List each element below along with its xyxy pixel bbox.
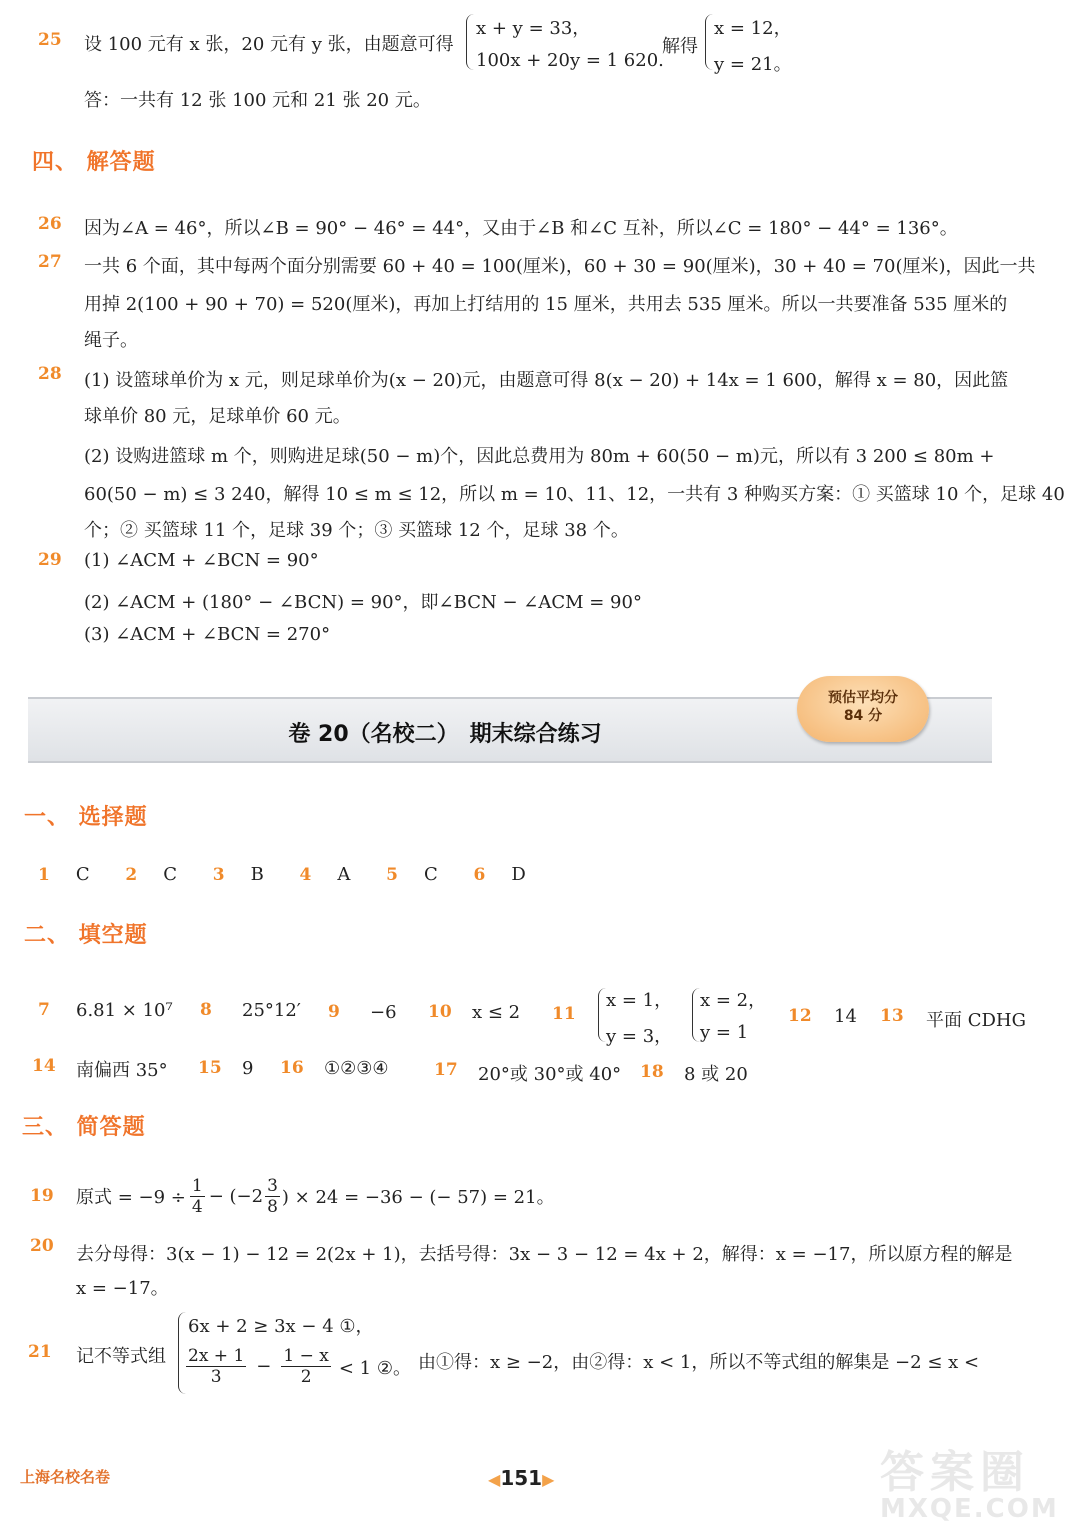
mc-answer: C bbox=[423, 864, 438, 885]
q26-text: 因为∠A = 46°，所以∠B = 90° − 46° = 44°，又由于∠B 和∠C 互补，所以∠C = 180° − 44° = 136°。 bbox=[84, 218, 958, 239]
section-heading-fill: 二、 填空题 bbox=[24, 923, 148, 948]
question-number: 14 bbox=[32, 1056, 56, 1076]
numerator: 1 − x bbox=[283, 1346, 329, 1366]
watermark-logo-text: 答案圈 bbox=[880, 1447, 1030, 1498]
denominator: 8 bbox=[267, 1196, 278, 1217]
question-number: 18 bbox=[640, 1062, 664, 1082]
question-number: 3 bbox=[212, 865, 225, 885]
fill-answer: 25°12′ bbox=[242, 1000, 301, 1021]
question-number: 21 bbox=[28, 1342, 52, 1362]
fraction bbox=[186, 1346, 246, 1387]
q28-line5: 个；② 买篮球 11 个，足球 39 个；③ 买篮球 12 个，足球 38 个。 bbox=[84, 520, 629, 541]
q19-pre: 原式 = −9 ÷ bbox=[76, 1187, 186, 1208]
fill-answer: x ≤ 2 bbox=[472, 1002, 521, 1023]
exam-title: 卷 20（名校二） 期末综合练习 bbox=[288, 722, 602, 747]
minus-sign: − bbox=[256, 1356, 272, 1377]
q19-post: ) × 24 = −36 − (− 57) = 21。 bbox=[281, 1187, 555, 1208]
q27-line3: 绳子。 bbox=[84, 330, 138, 351]
fill-answer: x = 2， bbox=[700, 990, 767, 1011]
q19-expression bbox=[76, 1174, 555, 1218]
question-number: 8 bbox=[200, 1000, 212, 1020]
solution-brace bbox=[692, 988, 700, 1042]
q28-line1: (1) 设篮球单价为 x 元，则足球单价为(x − 20)元，由题意可得 8(x − 20) + 14x = 1 600，解得 x = 80，因此篮 bbox=[84, 370, 1009, 391]
q28-line4: 60(50 − m) ≤ 3 240，解得 10 ≤ m ≤ 12，所以 m = 10、11、12，一共有 3 种购买方案：① 买篮球 10 个，足球 40 bbox=[84, 484, 1065, 505]
question-number: 2 bbox=[125, 865, 138, 885]
fill-answer: 南偏西 35° bbox=[76, 1060, 168, 1081]
q21-pre: 记不等式组 bbox=[76, 1346, 166, 1367]
q25-sol1: x = 12， bbox=[714, 18, 792, 39]
q25-answer: 答：一共有 12 张 100 元和 21 张 20 元。 bbox=[84, 90, 431, 111]
q29-line1: (1) ∠ACM + ∠BCN = 90° bbox=[84, 550, 319, 571]
q25-solve-word: 解得 bbox=[662, 36, 698, 57]
fill-answer: 8 或 20 bbox=[684, 1064, 748, 1085]
question-number: 27 bbox=[38, 252, 62, 272]
question-number: 11 bbox=[552, 1004, 576, 1024]
q28-line3: (2) 设购进篮球 m 个，则购进足球(50 − m)个，因此总费用为 80m + 60(50 − m)元，所以有 3 200 ≤ 80m + bbox=[84, 446, 995, 467]
question-number: 6 bbox=[473, 865, 486, 885]
question-number: 29 bbox=[38, 550, 62, 570]
q29-line2: (2) ∠ACM + (180° − ∠BCN) = 90°，即∠BCN − ∠ACM = 90° bbox=[84, 592, 642, 613]
watermark bbox=[880, 1436, 1059, 1524]
solution-brace bbox=[705, 14, 713, 70]
publication-name: 上海名校名卷 bbox=[20, 1468, 111, 1486]
fraction bbox=[265, 1176, 280, 1217]
question-number: 5 bbox=[386, 865, 398, 885]
watermark-url: MXQE.COM bbox=[880, 1494, 1059, 1524]
fill-answer: y = 3， bbox=[606, 1026, 673, 1047]
numerator: 2x + 1 bbox=[188, 1346, 245, 1366]
left-triangle-icon: ◀ bbox=[488, 1470, 501, 1489]
q21-eq1: 6x + 2 ≥ 3x − 4 ①， bbox=[188, 1316, 374, 1337]
q27-line1: 一共 6 个面，其中每两个面分别需要 60 + 40 = 100(厘米)，60 + 30 = 90(厘米)，30 + 40 = 70(厘米)，因此一共 bbox=[84, 256, 1036, 277]
badge-score: 84 分 bbox=[843, 708, 883, 724]
fill-answer: x = 1， bbox=[606, 990, 673, 1011]
question-number: 10 bbox=[428, 1002, 452, 1022]
question-number: 12 bbox=[788, 1006, 812, 1026]
q21-post: 由①得：x ≥ −2，由②得：x < 1，所以不等式组的解集是 −2 ≤ x < bbox=[418, 1352, 980, 1373]
inequality-brace bbox=[178, 1312, 186, 1394]
section-heading-answers: 四、 解答题 bbox=[32, 150, 156, 175]
q25-eq2: 100x + 20y = 1 620. bbox=[476, 50, 664, 71]
right-triangle-icon: ▶ bbox=[542, 1470, 555, 1489]
mc-answer: D bbox=[511, 864, 526, 885]
fill-answer: −6 bbox=[370, 1002, 397, 1023]
mc-answer: C bbox=[75, 864, 90, 885]
question-number: 15 bbox=[198, 1058, 222, 1078]
q29-line3: (3) ∠ACM + ∠BCN = 270° bbox=[84, 624, 331, 645]
q21-eq2 bbox=[186, 1346, 411, 1387]
numerator: 1 bbox=[191, 1175, 203, 1196]
q28-line2: 球单价 80 元，足球单价 60 元。 bbox=[84, 406, 351, 427]
mc-answer: C bbox=[163, 864, 177, 885]
question-number: 1 bbox=[38, 865, 50, 885]
question-number: 17 bbox=[434, 1060, 458, 1080]
badge-label: 预估平均分 bbox=[828, 690, 898, 706]
question-number: 25 bbox=[38, 30, 62, 50]
fill-answer: y = 1 bbox=[700, 1022, 749, 1043]
mc-answer: B bbox=[250, 864, 264, 885]
page-number-value: 151 bbox=[500, 1466, 543, 1490]
fraction bbox=[281, 1346, 330, 1387]
question-number: 26 bbox=[38, 214, 62, 234]
question-number: 16 bbox=[280, 1058, 304, 1078]
equation-brace bbox=[466, 14, 474, 70]
q21-eq2-post: < 1 ②。 bbox=[338, 1357, 411, 1379]
question-number: 9 bbox=[328, 1002, 340, 1022]
fill-answer: 20°或 30°或 40° bbox=[478, 1064, 622, 1085]
q25-eq1: x + y = 33， bbox=[476, 18, 591, 39]
page-number bbox=[488, 1466, 554, 1490]
question-number: 13 bbox=[880, 1006, 904, 1026]
numerator: 3 bbox=[267, 1175, 278, 1196]
question-number: 20 bbox=[30, 1236, 54, 1256]
denominator: 4 bbox=[191, 1196, 203, 1217]
fill-answer: 6.81 × 10⁷ bbox=[76, 1000, 173, 1021]
fill-answer: 14 bbox=[834, 1006, 857, 1027]
solution-brace bbox=[598, 988, 606, 1042]
multiple-choice-answers bbox=[38, 864, 526, 885]
q20-line1: 去分母得：3(x − 1) − 12 = 2(2x + 1)，去括号得：3x − 3 − 12 = 4x + 2，解得：x = −17，所以原方程的解是 bbox=[76, 1244, 1013, 1265]
q25-sol2: y = 21。 bbox=[714, 54, 792, 75]
denominator: 2 bbox=[300, 1367, 312, 1387]
q20-line2: x = −17。 bbox=[76, 1278, 169, 1299]
question-number: 28 bbox=[38, 364, 62, 384]
question-number: 4 bbox=[299, 865, 312, 885]
denominator: 3 bbox=[210, 1367, 222, 1387]
fill-answer: 9 bbox=[242, 1058, 254, 1079]
average-score-badge bbox=[797, 676, 929, 742]
mc-answer: A bbox=[337, 864, 351, 885]
section-heading-short: 三、 简答题 bbox=[22, 1115, 146, 1140]
section-heading-choice: 一、 选择题 bbox=[24, 805, 148, 830]
question-number: 7 bbox=[38, 1000, 50, 1020]
question-number: 19 bbox=[30, 1186, 54, 1206]
fill-answer: 平面 CDHG bbox=[926, 1010, 1027, 1031]
q19-mid: − (−2 bbox=[208, 1185, 264, 1207]
q27-line2: 用掉 2(100 + 90 + 70) = 520(厘米)，再加上打结用的 15 厘米，共用去 535 厘米。所以一共要准备 535 厘米的 bbox=[84, 294, 1008, 315]
fraction bbox=[190, 1176, 205, 1217]
fill-answer: ①②③④ bbox=[324, 1058, 389, 1079]
q25-text: 设 100 元有 x 张，20 元有 y 张，由题意可得 bbox=[84, 34, 454, 55]
